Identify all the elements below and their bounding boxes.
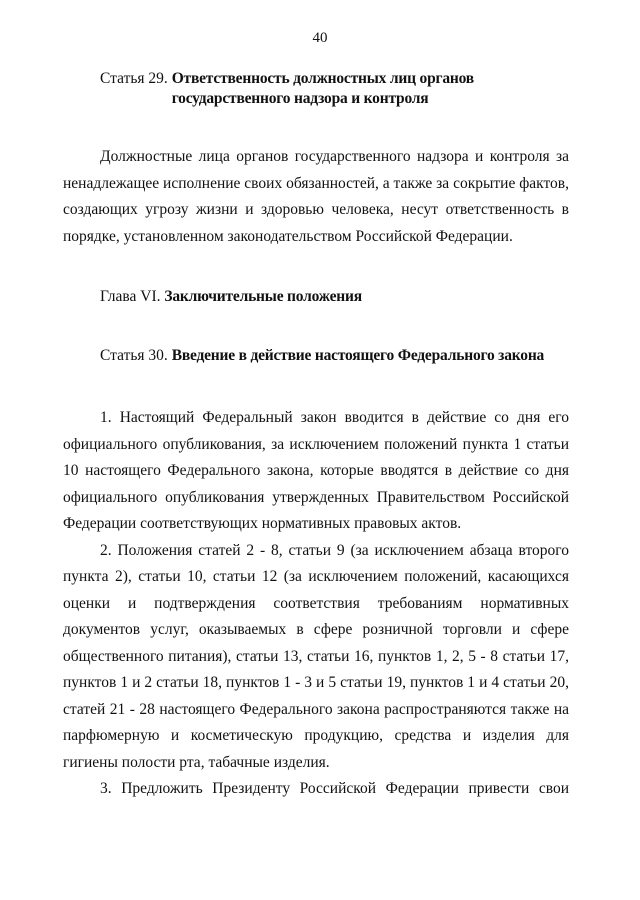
article-30-paragraph-3: 3. Предложить Президенту Российской Федерации привести свои: [100, 780, 569, 797]
article-29-label: Статья 29.: [100, 70, 168, 87]
article-30-paragraph-1: 1. Настоящий Федеральный закон вводится в действие со дня его официального опубликования, за исключением положений пункта 1 статьи 10 настоящего Федерального закона, которые вводятся в действие со дня официального опубликования утвержденных Правительством Российской Федерации соответствующих нормативных правовых актов.: [63, 409, 569, 532]
article-30-paragraph-2: 2. Положения статей 2 - 8, статьи 9 (за исключением абзаца второго пункта 2), статьи 10, статьи 12 (за исключением положений, касающихся оценки и подтверждения соответствия требованиям нормативных документов услуг, оказываемых в сфере розничной торговли и сфере общественного питания), статьи 13, статьи 16, пунктов 1, 2, 5 - 8 статьи 17, пунктов 1 и 2 статьи 18, пунктов 1 - 3 и 5 статьи 19, пунктов 1 и 4 статьи 20, статей 21 - 28 настоящего Федерального закона распространяются также на парфюмерную и косметическую продукцию, средства и изделия для гигиены полости рта, табачные изделия.: [63, 541, 569, 771]
article-30-label: Статья 30.: [100, 346, 168, 364]
article-30-title: Введение в действие настоящего Федерального закона: [171, 346, 545, 364]
article-29-title: Ответственность должностных лиц органов государственного надзора и контроля: [171, 70, 474, 107]
chapter-6-label: Глава VI.: [100, 288, 161, 305]
article-29-heading: [63, 66, 569, 109]
chapter-6-title: Заключительные положения: [164, 288, 362, 305]
page-number: 40: [312, 30, 328, 46]
chapter-6-heading: [63, 284, 569, 311]
document-body: [63, 66, 569, 803]
article-30-heading: [63, 343, 569, 370]
article-29-paragraph: Должностные лица органов государственного надзора и контроля за ненадлежащее исполнение своих обязанностей, а также за сокрытие фактов, создающих угрозу жизни и здоровью человека, несут ответственность в порядке, установленном законодательством Российской Федерации.: [63, 148, 569, 245]
